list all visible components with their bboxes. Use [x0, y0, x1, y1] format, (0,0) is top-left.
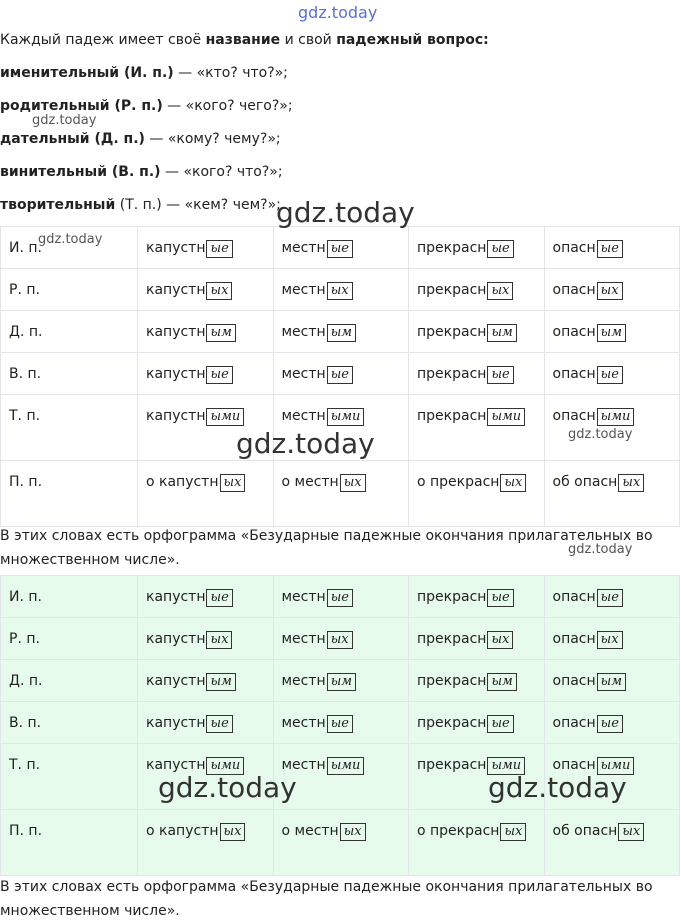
case-cell: Т. п.	[1, 395, 138, 461]
word-ending: ых	[487, 631, 513, 649]
word-stem: прекрасн	[417, 631, 487, 647]
word-stem: о капустн	[146, 823, 219, 839]
word-stem: прекрасн	[417, 757, 487, 773]
word-ending: ые	[597, 240, 623, 258]
word-cell	[544, 227, 680, 269]
word-stem: прекрасн	[417, 282, 487, 298]
declension-table-repeat	[0, 575, 680, 876]
word-ending: ые	[487, 366, 513, 384]
word-cell	[544, 810, 680, 876]
word-stem: местн	[281, 282, 326, 298]
intro-line	[0, 32, 489, 48]
word-cell	[138, 311, 274, 353]
word-cell	[273, 810, 409, 876]
conclusion-text: В этих словах есть орфограмма «Безударные падежные окончания прилагательных во множественном числе».	[0, 528, 653, 568]
watermark: gdz.today	[276, 196, 415, 229]
word-cell	[409, 311, 545, 353]
word-stem: прекрасн	[417, 240, 487, 256]
word-cell	[138, 269, 274, 311]
word-ending: ых	[500, 823, 526, 841]
word-stem: местн	[281, 240, 326, 256]
word-cell	[544, 660, 680, 702]
word-cell	[138, 576, 274, 618]
word-ending: ых	[618, 474, 644, 492]
word-cell	[544, 353, 680, 395]
word-ending: ые	[327, 240, 353, 258]
case-question: — «кого? чего?»;	[162, 98, 293, 114]
word-ending: ых	[597, 631, 623, 649]
word-stem: о прекрасн	[417, 474, 500, 490]
word-stem: опасн	[552, 240, 596, 256]
case-line	[0, 98, 293, 114]
case-line	[0, 197, 281, 213]
case-line	[0, 164, 283, 180]
word-cell	[138, 660, 274, 702]
word-cell	[544, 702, 680, 744]
word-cell	[138, 810, 274, 876]
word-cell	[273, 576, 409, 618]
word-stem: капустн	[146, 408, 206, 424]
word-ending: ых	[340, 474, 366, 492]
word-ending: ым	[327, 324, 356, 342]
case-cell: Р. п.	[1, 618, 138, 660]
word-cell	[409, 269, 545, 311]
word-cell	[544, 269, 680, 311]
word-cell	[273, 353, 409, 395]
word-ending: ыми	[327, 408, 365, 426]
word-ending: ым	[487, 324, 516, 342]
word-stem: прекрасн	[417, 408, 487, 424]
table-row	[1, 269, 680, 311]
word-cell	[138, 702, 274, 744]
word-stem: об опасн	[552, 823, 618, 839]
word-stem: опасн	[552, 282, 596, 298]
case-cell: И. п.	[1, 576, 138, 618]
case-cell: В. п.	[1, 353, 138, 395]
word-stem: о капустн	[146, 474, 219, 490]
word-cell	[273, 618, 409, 660]
word-ending: ых	[618, 823, 644, 841]
word-ending: ые	[206, 366, 232, 384]
word-stem: прекрасн	[417, 589, 487, 605]
word-cell	[138, 461, 274, 527]
word-cell	[409, 461, 545, 527]
word-cell	[273, 461, 409, 527]
case-line	[0, 131, 281, 147]
word-ending: ые	[206, 240, 232, 258]
case-name: родительный (Р. п.)	[0, 98, 163, 114]
word-cell	[409, 576, 545, 618]
case-cell: П. п.	[1, 810, 138, 876]
word-stem: о местн	[281, 474, 339, 490]
table-row	[1, 311, 680, 353]
case-name: именительный (И. п.)	[0, 65, 174, 81]
table-row	[1, 702, 680, 744]
word-ending: ые	[597, 589, 623, 607]
conclusion-text-repeat: В этих словах есть орфограмма «Безударные падежные окончания прилагательных во множественном числе».	[0, 879, 653, 919]
word-ending: ых	[327, 282, 353, 300]
case-name: творительный	[0, 197, 116, 213]
word-stem: капустн	[146, 757, 206, 773]
word-cell	[544, 461, 680, 527]
word-stem: об опасн	[552, 474, 618, 490]
word-stem: опасн	[552, 757, 596, 773]
intro-text: Каждый падеж имеет своё	[0, 32, 206, 48]
word-ending: ых	[487, 282, 513, 300]
case-cell: И. п.	[1, 227, 138, 269]
word-ending: ым	[206, 324, 235, 342]
word-stem: о прекрасн	[417, 823, 500, 839]
word-stem: капустн	[146, 366, 206, 382]
word-stem: капустн	[146, 673, 206, 689]
intro-bold-question: падежный вопрос:	[336, 32, 489, 48]
watermark: gdz.today	[488, 771, 627, 804]
case-name: дательный (Д. п.)	[0, 131, 145, 147]
word-cell	[409, 353, 545, 395]
word-cell	[544, 618, 680, 660]
word-stem: капустн	[146, 324, 206, 340]
word-ending: ыми	[597, 757, 635, 775]
word-ending: ые	[487, 240, 513, 258]
word-stem: о местн	[281, 823, 339, 839]
word-ending: ыми	[487, 408, 525, 426]
word-stem: капустн	[146, 282, 206, 298]
case-question: (Т. п.) — «кем? чем?»;	[115, 197, 281, 213]
word-cell	[409, 660, 545, 702]
word-cell	[138, 618, 274, 660]
word-ending: ые	[206, 589, 232, 607]
word-stem: местн	[281, 366, 326, 382]
word-ending: ыми	[487, 757, 525, 775]
word-ending: ые	[487, 589, 513, 607]
case-cell: Д. п.	[1, 660, 138, 702]
word-stem: прекрасн	[417, 366, 487, 382]
intro-bold-name: название	[205, 32, 281, 48]
word-ending: ых	[500, 474, 526, 492]
word-stem: местн	[281, 715, 326, 731]
word-cell	[409, 227, 545, 269]
word-stem: местн	[281, 324, 326, 340]
word-ending: ые	[327, 589, 353, 607]
watermark: gdz.today	[568, 427, 633, 442]
word-stem: местн	[281, 673, 326, 689]
word-stem: прекрасн	[417, 324, 487, 340]
word-cell	[273, 227, 409, 269]
word-stem: опасн	[552, 366, 596, 382]
word-ending: ыми	[597, 408, 635, 426]
case-cell: Д. п.	[1, 311, 138, 353]
word-stem: опасн	[552, 589, 596, 605]
case-question: — «кому? чему?»;	[144, 131, 281, 147]
word-cell	[273, 702, 409, 744]
word-stem: опасн	[552, 631, 596, 647]
word-stem: местн	[281, 589, 326, 605]
word-stem: капустн	[146, 240, 206, 256]
watermark: gdz.today	[158, 771, 297, 804]
watermark-top: gdz.today	[298, 3, 378, 22]
word-ending: ые	[327, 715, 353, 733]
word-ending: ых	[220, 823, 246, 841]
case-question: — «кого? что?»;	[160, 164, 283, 180]
word-cell	[409, 395, 545, 461]
word-ending: ые	[487, 715, 513, 733]
word-ending: ым	[327, 673, 356, 691]
word-ending: ым	[597, 673, 626, 691]
case-name: винительный (В. п.)	[0, 164, 161, 180]
word-cell	[273, 311, 409, 353]
word-stem: капустн	[146, 631, 206, 647]
word-cell	[138, 227, 274, 269]
word-ending: ые	[327, 366, 353, 384]
word-stem: опасн	[552, 673, 596, 689]
word-stem: местн	[281, 408, 326, 424]
word-ending: ых	[206, 282, 232, 300]
word-ending: ыми	[206, 757, 244, 775]
word-ending: ым	[597, 324, 626, 342]
word-stem: опасн	[552, 715, 596, 731]
intro-mid: и свой	[280, 32, 337, 48]
word-cell	[544, 311, 680, 353]
word-cell	[409, 810, 545, 876]
case-cell: В. п.	[1, 702, 138, 744]
word-ending: ые	[597, 715, 623, 733]
watermark: gdz.today	[38, 232, 103, 247]
word-stem: прекрасн	[417, 715, 487, 731]
word-cell	[138, 353, 274, 395]
case-cell: Т. п.	[1, 744, 138, 810]
word-ending: ыми	[206, 408, 244, 426]
word-ending: ыми	[327, 757, 365, 775]
case-cell: П. п.	[1, 461, 138, 527]
word-stem: опасн	[552, 408, 596, 424]
table-row	[1, 461, 680, 527]
word-cell	[544, 576, 680, 618]
table-row	[1, 576, 680, 618]
word-stem: местн	[281, 757, 326, 773]
word-ending: ых	[206, 631, 232, 649]
word-cell	[409, 618, 545, 660]
case-question: — «кто? что?»;	[173, 65, 288, 81]
declension-table	[0, 226, 680, 527]
word-ending: ых	[340, 823, 366, 841]
table-row	[1, 618, 680, 660]
word-ending: ым	[487, 673, 516, 691]
table-row	[1, 810, 680, 876]
word-ending: ые	[597, 366, 623, 384]
word-cell	[273, 660, 409, 702]
watermark: gdz.today	[568, 542, 633, 557]
watermark: gdz.today	[236, 427, 375, 460]
table-row	[1, 660, 680, 702]
word-ending: ым	[206, 673, 235, 691]
word-stem: местн	[281, 631, 326, 647]
word-cell	[409, 702, 545, 744]
word-ending: ых	[220, 474, 246, 492]
word-ending: ые	[206, 715, 232, 733]
word-ending: ых	[327, 631, 353, 649]
case-line	[0, 65, 288, 81]
case-cell: Р. п.	[1, 269, 138, 311]
word-ending: ых	[597, 282, 623, 300]
word-cell	[273, 269, 409, 311]
word-stem: капустн	[146, 589, 206, 605]
word-stem: опасн	[552, 324, 596, 340]
word-stem: капустн	[146, 715, 206, 731]
table-row	[1, 353, 680, 395]
word-stem: прекрасн	[417, 673, 487, 689]
watermark: gdz.today	[32, 113, 97, 128]
